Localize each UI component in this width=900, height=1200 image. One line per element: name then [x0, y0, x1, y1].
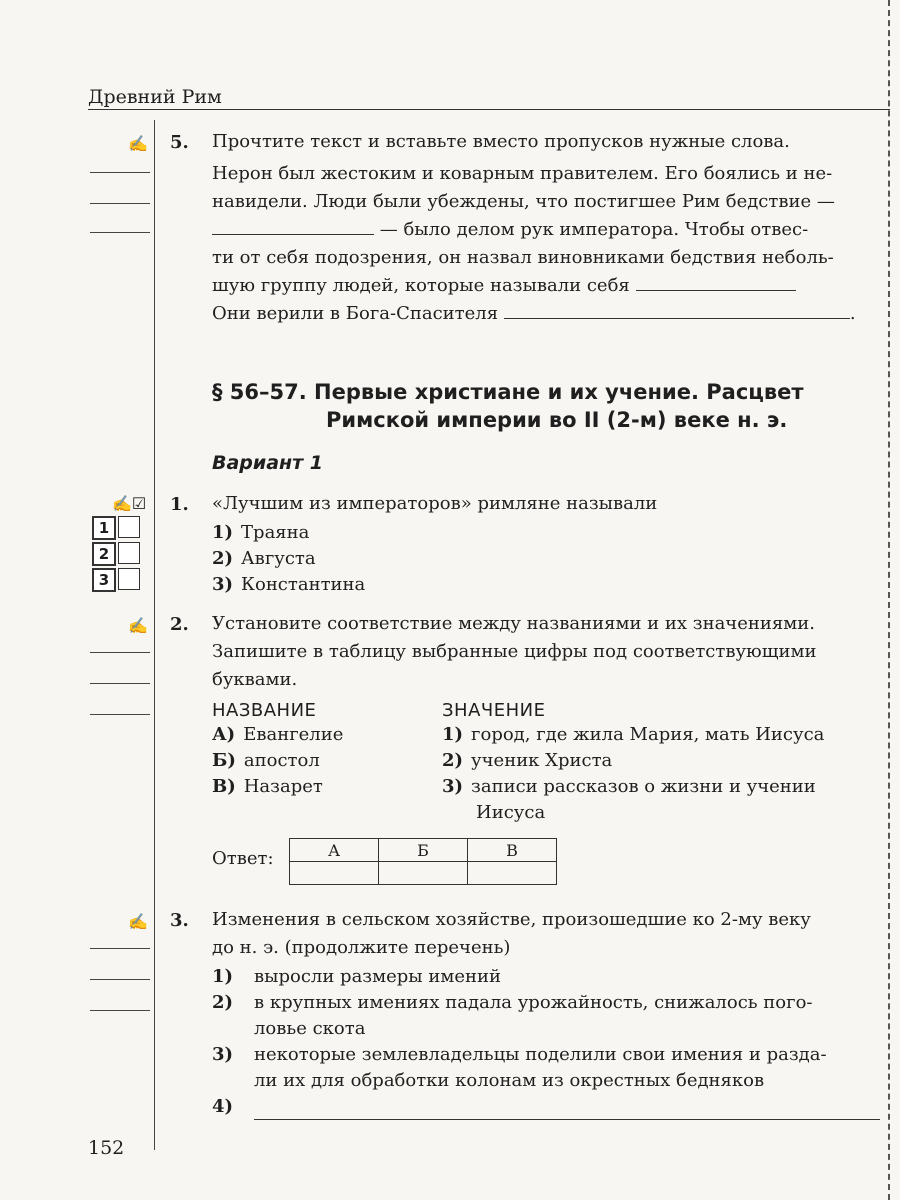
- option-item: 2) Августа: [212, 548, 316, 569]
- task5-text-line: ти от себя подозрения, он назвал виновниками бедствия неболь-: [212, 247, 834, 268]
- task5-text-line-3: [212, 216, 892, 244]
- answer-table: [289, 838, 557, 885]
- answer-checkbox-3[interactable]: [118, 568, 140, 590]
- task3-number: 3.: [170, 910, 189, 931]
- section-title-line2: Римской империи во II (2-м) веке н. э.: [326, 408, 788, 432]
- section-title-line1: § 56–57. Первые христиане и их учение. Расцвет: [212, 380, 804, 404]
- pencil-icon: ✍: [128, 134, 148, 153]
- margin-answer-line: [90, 232, 150, 233]
- task5-text-line-5: шую группу людей, которые называли себя: [212, 272, 892, 300]
- variant-title: Вариант 1: [212, 452, 324, 474]
- answer-col-header: Б: [379, 839, 468, 862]
- list-item: 2) в крупных имениях падала урожайность, снижалось пого- ловье скота: [212, 992, 813, 1039]
- pencil-icon: ✍: [128, 616, 148, 635]
- page-number: 152: [88, 1137, 125, 1159]
- fill-blank-1[interactable]: [212, 216, 374, 235]
- pencil-icon: ✍: [128, 912, 148, 931]
- meaning-item: 2) ученик Христа: [442, 750, 613, 771]
- task5-number: 5.: [170, 132, 189, 153]
- answer-cell-a[interactable]: [290, 862, 379, 885]
- meaning-item-cont: Иисуса: [476, 802, 546, 823]
- answer-label: Ответ:: [212, 848, 274, 869]
- margin-answer-line: [90, 714, 150, 715]
- task2-number: 2.: [170, 614, 189, 635]
- header-rule: [88, 109, 890, 110]
- margin-rule: [154, 120, 155, 1150]
- running-header: Древний Рим: [88, 86, 222, 108]
- list-item: 3) некоторые землевладельцы поделили свои имения и разда- ли их для обработки колонам из окрестных бедняков: [212, 1044, 827, 1091]
- fill-blank-3[interactable]: [504, 300, 850, 319]
- answer-checkbox-2[interactable]: [118, 542, 140, 564]
- name-item: А) Евангелие: [212, 724, 344, 745]
- margin-answer-line: [90, 948, 150, 949]
- answer-col-header: В: [468, 839, 557, 862]
- task1-number: 1.: [170, 494, 189, 515]
- task3-list: [212, 964, 888, 1120]
- task1-options: [212, 520, 365, 598]
- margin-answer-line: [90, 172, 150, 173]
- pencil-check-icon: ✍☑: [112, 494, 147, 513]
- meaning-item: 1) город, где жила Мария, мать Иисуса: [442, 724, 825, 745]
- answer-checkbox-grid: [92, 516, 140, 594]
- margin-answer-line: [90, 683, 150, 684]
- task3-instruction: Изменения в сельском хозяйстве, произошедшие ко 2-му веку до н. э. (продолжите перечень): [212, 909, 811, 958]
- task5-text-line: навидели. Люди были убеждены, что постигшее Рим бедствие —: [212, 191, 835, 212]
- task2-instruction: Установите соответствие между названиями и их значениями. Запишите в таблицу выбранные цифры под соответствующими буквами.: [212, 613, 817, 690]
- names-column: [212, 722, 343, 800]
- checkbox-label: 3: [92, 568, 116, 592]
- name-item: Б) апостол: [212, 750, 320, 771]
- answer-cell-b[interactable]: [379, 862, 468, 885]
- answer-cell-v[interactable]: [468, 862, 557, 885]
- checkbox-label: 1: [92, 516, 116, 540]
- task5-instruction: Прочтите текст и вставьте вместо пропусков нужные слова.: [212, 131, 790, 152]
- margin-answer-line: [90, 1010, 150, 1011]
- margin-answer-line: [90, 203, 150, 204]
- list-item: 1) выросли размеры имений: [212, 966, 501, 987]
- answer-checkbox-1[interactable]: [118, 516, 140, 538]
- list-item: 4): [212, 1094, 888, 1120]
- checkbox-label: 2: [92, 542, 116, 566]
- fill-blank-4[interactable]: [254, 1101, 880, 1120]
- column-header-name: НАЗВАНИЕ: [212, 700, 317, 721]
- meanings-column: [442, 722, 892, 826]
- meaning-item: 3) записи рассказов о жизни и учении: [442, 776, 816, 797]
- margin-answer-line: [90, 652, 150, 653]
- task1-question: «Лучшим из императоров» римляне называли: [212, 493, 658, 514]
- fill-blank-2[interactable]: [636, 272, 796, 291]
- column-header-meaning: ЗНАЧЕНИЕ: [442, 700, 546, 721]
- task5-text-line: — было делом рук императора. Чтобы отвес-: [379, 219, 809, 240]
- task5-text-line-6: Они верили в Бога-Спасителя .: [212, 300, 892, 328]
- option-item: 1) Траяна: [212, 522, 310, 543]
- option-item: 3) Константина: [212, 574, 366, 595]
- task5-text-line: Нерон был жестоким и коварным правителем. Его боялись и не-: [212, 163, 833, 184]
- answer-col-header: А: [290, 839, 379, 862]
- task5-block: [212, 128, 892, 328]
- name-item: В) Назарет: [212, 776, 323, 797]
- margin-answer-line: [90, 979, 150, 980]
